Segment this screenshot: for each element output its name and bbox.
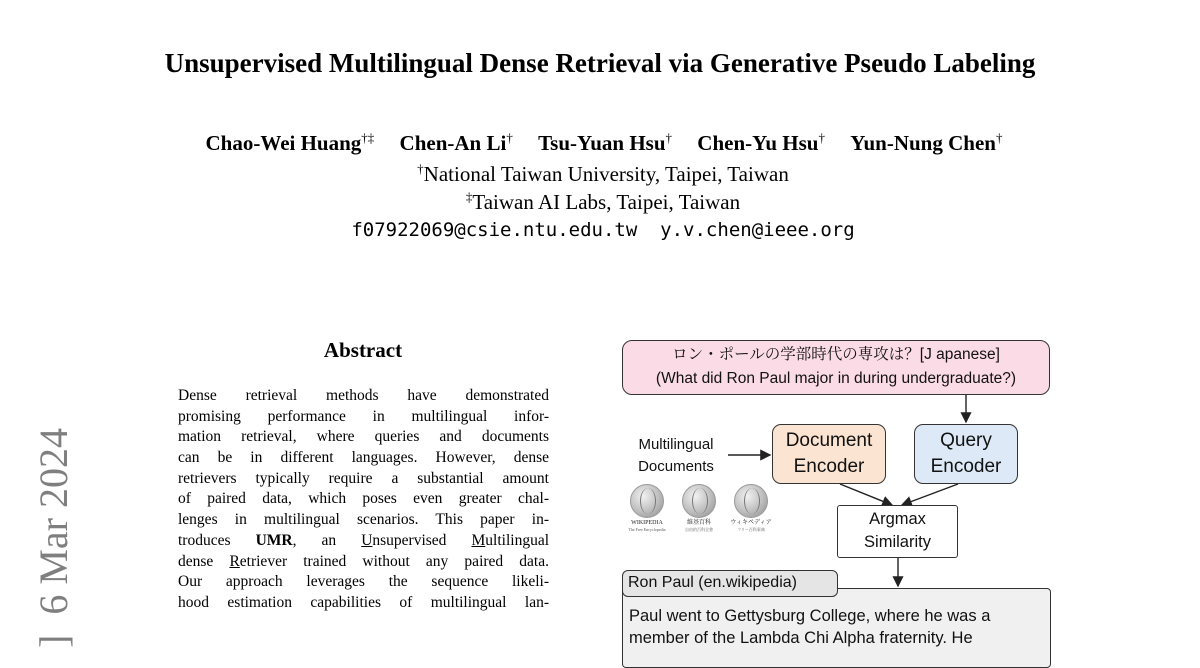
argmax-similarity-box bbox=[837, 505, 958, 558]
abstract-line-retriever: dense Retriever trained without any paired data. bbox=[178, 552, 549, 570]
author-name: Chen-Yu Hsu† bbox=[697, 130, 825, 155]
wiki-wordmark: WIKIPEDIA bbox=[631, 520, 663, 526]
author-emails: f07922069@csie.ntu.edu.tw y.v.chen@ieee.org bbox=[351, 219, 855, 241]
document-encoder-box bbox=[772, 424, 886, 484]
abstract-line: lenges in multilingual scenarios. This paper in- bbox=[178, 511, 549, 529]
wikipedia-globe-icon bbox=[734, 484, 768, 518]
abstract-line: Dense retrieval methods have demonstrated bbox=[178, 387, 549, 404]
abstract-line: mation retrieval, where queries and documents bbox=[178, 428, 549, 446]
abstract-line: promising performance in multilingual infor- bbox=[178, 407, 549, 425]
retrieved-passage-box bbox=[622, 588, 1051, 668]
arrow-query-enc-to-argmax bbox=[902, 484, 958, 505]
paper-title: Unsupervised Multilingual Dense Retrieval via Generative Pseudo Labeling bbox=[164, 48, 1036, 78]
abstract-line: can be in different languages. However, dense bbox=[178, 449, 549, 467]
argmax-line-1: Argmax bbox=[869, 510, 926, 528]
multilingual-label-line: Multilingual bbox=[638, 436, 714, 453]
affiliation-ailabs: ‡Taiwan AI Labs, Taipei, Taiwan bbox=[465, 189, 741, 214]
documents-label-line: Documents bbox=[638, 458, 714, 475]
abstract-heading: Abstract bbox=[323, 338, 403, 362]
wiki-tagline: 自由的百科全書 bbox=[685, 527, 713, 532]
doc-encoder-line-1: Document bbox=[785, 430, 873, 451]
abstract-line: hood estimation capabilities of multilingual lan- bbox=[178, 593, 549, 611]
affiliation-ntu: †National Taiwan University, Taipei, Taiwan bbox=[417, 161, 789, 186]
wiki-tagline: The Free Encyclopedia bbox=[628, 527, 666, 532]
multilingual-documents-label bbox=[628, 434, 724, 478]
author-name: Chao-Wei Huang†‡ bbox=[205, 130, 375, 155]
passage-line-2: member of the Lambda Chi Alpha fraternity. He bbox=[629, 629, 973, 647]
wikipedia-globe-icon bbox=[630, 484, 664, 518]
query-english: (What did Ron Paul major in during undergraduate?) bbox=[655, 370, 1017, 387]
wikipedia-logo-zh bbox=[672, 484, 726, 532]
wiki-wordmark: ウィキペディア bbox=[730, 520, 772, 526]
wikipedia-logo-en bbox=[620, 484, 674, 532]
abstract-line: of paired data, which poses even greater chal- bbox=[178, 490, 549, 508]
query-box bbox=[622, 340, 1050, 395]
wiki-wordmark: 維基百科 bbox=[686, 520, 711, 526]
arxiv-stamp: ] 6 Mar 2024 bbox=[31, 428, 76, 648]
abstract-line: Our approach leverages the sequence likeli- bbox=[178, 573, 549, 591]
wikipedia-logo-ja bbox=[724, 484, 778, 532]
author-name: Yun-Nung Chen† bbox=[850, 130, 1003, 155]
doc-encoder-line-2: Encoder bbox=[793, 456, 865, 477]
wikipedia-globe-icon bbox=[682, 484, 716, 518]
query-japanese: ロン・ポールの学部時代の専攻は？[J apanese] bbox=[672, 346, 1000, 363]
query-encoder-line-2: Encoder bbox=[930, 456, 1002, 477]
author-name: Chen-An Li† bbox=[399, 130, 513, 155]
wiki-tagline: フリー百科事典 bbox=[737, 527, 765, 532]
author-name: Tsu-Yuan Hsu† bbox=[538, 130, 673, 155]
abstract-line: retrievers typically require a substantial amount bbox=[178, 469, 549, 487]
query-encoder-box bbox=[914, 424, 1018, 484]
argmax-line-2: Similarity bbox=[864, 533, 931, 551]
arrow-doc-to-argmax bbox=[840, 484, 892, 505]
passage-line-1: Paul went to Gettysburg College, where he was a bbox=[629, 607, 991, 625]
abstract-line-umr: troduces UMR, an Unsupervised Multilingual bbox=[178, 531, 549, 549]
query-encoder-line-1: Query bbox=[940, 430, 992, 451]
source-tag: Ron Paul (en.wikipedia) bbox=[622, 570, 838, 597]
